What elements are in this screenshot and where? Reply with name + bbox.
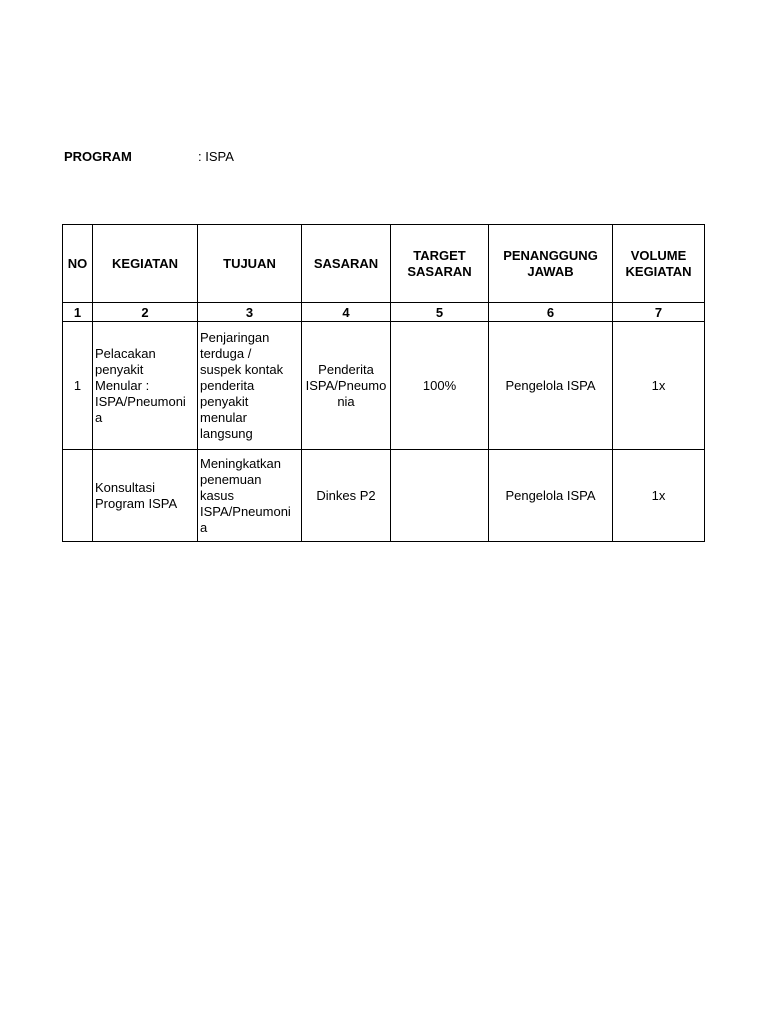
cell-kegiatan: Pelacakan penyakit Menular : ISPA/Pneumoni a (93, 322, 198, 450)
table-header-row (63, 225, 705, 303)
activity-table (62, 224, 705, 542)
column-number: 4 (302, 303, 391, 322)
cell-target (391, 450, 489, 542)
column-number: 3 (198, 303, 302, 322)
cell-target: 100% (391, 322, 489, 450)
cell-volume: 1x (613, 450, 705, 542)
column-number: 2 (93, 303, 198, 322)
cell-volume: 1x (613, 322, 705, 450)
cell-no: 1 (63, 322, 93, 450)
cell-tujuan: Meningkatkan penemuan kasus ISPA/Pneumoni a (198, 450, 302, 542)
header-volume-kegiatan: VOLUME KEGIATAN (613, 225, 705, 303)
header-kegiatan: KEGIATAN (93, 225, 198, 303)
cell-sasaran: Penderita ISPA/Pneumo nia (302, 322, 391, 450)
program-value: : ISPA (198, 149, 234, 164)
header-no: NO (63, 225, 93, 303)
table-row (63, 450, 705, 542)
header-target-sasaran: TARGET SASARAN (391, 225, 489, 303)
column-number: 5 (391, 303, 489, 322)
cell-sasaran: Dinkes P2 (302, 450, 391, 542)
cell-kegiatan: Konsultasi Program ISPA (93, 450, 198, 542)
column-number-row (63, 303, 705, 322)
table-row (63, 322, 705, 450)
header-penanggung-jawab: PENANGGUNG JAWAB (489, 225, 613, 303)
cell-tujuan: Penjaringan terduga / suspek kontak penderita penyakit menular langsung (198, 322, 302, 450)
header-tujuan: TUJUAN (198, 225, 302, 303)
header-sasaran: SASARAN (302, 225, 391, 303)
program-label: PROGRAM (64, 149, 132, 164)
cell-penanggung-jawab: Pengelola ISPA (489, 322, 613, 450)
column-number: 7 (613, 303, 705, 322)
cell-no (63, 450, 93, 542)
column-number: 1 (63, 303, 93, 322)
cell-penanggung-jawab: Pengelola ISPA (489, 450, 613, 542)
column-number: 6 (489, 303, 613, 322)
